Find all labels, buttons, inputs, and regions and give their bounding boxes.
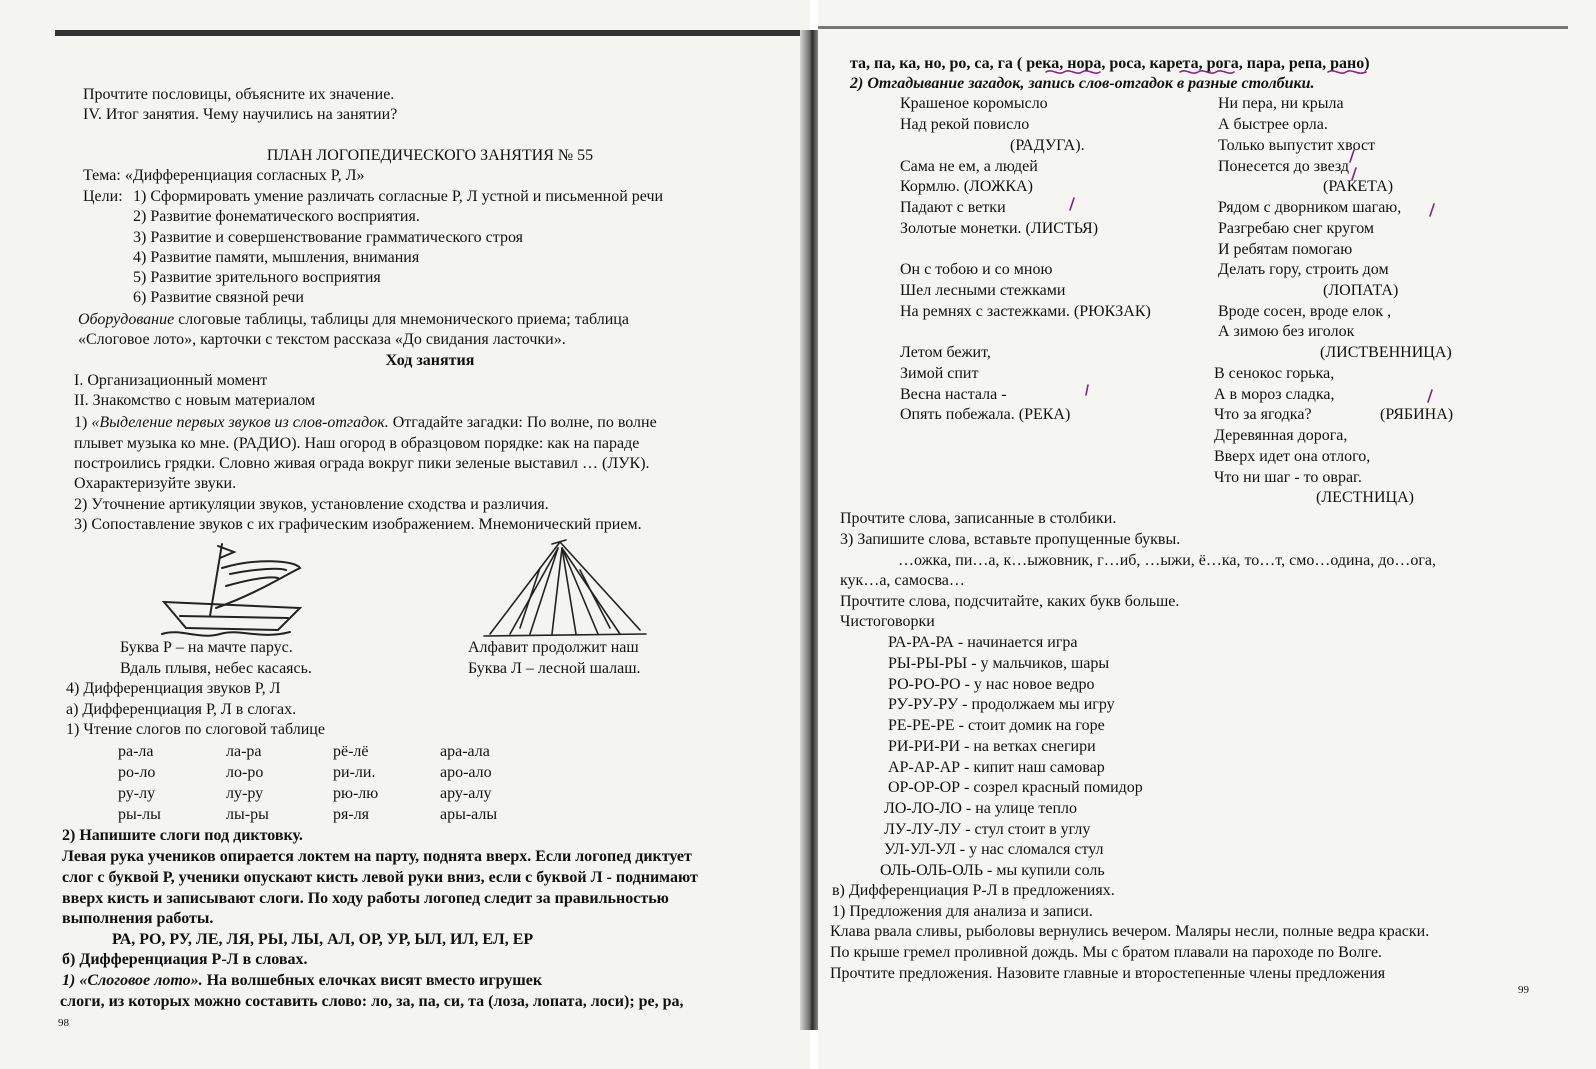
syllable-cell: ары-алы bbox=[440, 806, 498, 823]
riddle-answer: (РАДУГА). bbox=[1010, 137, 1085, 154]
task-line: Охарактеризуйте звуки. bbox=[74, 475, 237, 492]
task-line bbox=[62, 971, 542, 991]
syllable-row: РА, РО, РУ, ЛЕ, ЛЯ, РЫ, ЛЫ, АЛ, ОР, УР, ЫЛ, ИЛ, ЕЛ, ЕР bbox=[112, 931, 534, 948]
riddle-line: В сенокос горька, bbox=[1214, 365, 1335, 382]
task-line: 2) Уточнение артикуляции звуков, установление сходства и различия. bbox=[74, 496, 549, 513]
riddle-line: Ни пера, ни крыла bbox=[1218, 95, 1344, 112]
riddle-line: Вверх идет она отлого, bbox=[1214, 448, 1371, 465]
poem-l-line: Буква Л – лесной шалаш. bbox=[468, 660, 641, 677]
riddle-line: Крашеное коромысло bbox=[900, 95, 1048, 112]
sailboat-illustration bbox=[160, 538, 310, 640]
tongue-twister: РО-РО-РО - у нас новое ведро bbox=[888, 676, 1095, 693]
task-line bbox=[74, 413, 657, 433]
riddle-line: Весна настала - bbox=[900, 386, 1007, 403]
riddle-line: Только выпустит хвост bbox=[1218, 137, 1376, 154]
missing-letters-line: кук…а, самосва… bbox=[840, 572, 965, 589]
riddle-line: А зимою без иголок bbox=[1218, 323, 1355, 340]
riddle-line: Делать гору, строить дом bbox=[1218, 261, 1389, 278]
goal-item: 3) Развитие и совершенствование грамматического строя bbox=[133, 229, 524, 246]
riddle-answer: (ЛЕСТНИЦА) bbox=[1316, 489, 1414, 506]
task-line: 2) Напишите слоги под диктовку. bbox=[62, 827, 303, 844]
intro-line: IV. Итог занятия. Чему научились на занятии? bbox=[83, 106, 398, 123]
riddle-answer: (РЯБИНА) bbox=[1380, 406, 1454, 423]
tongue-twisters-heading: Чистоговорки bbox=[840, 613, 935, 630]
task-line: 3) Сопоставление звуков с их графическим изображением. Мнемонический прием. bbox=[74, 516, 642, 533]
riddle-line: Понесется до звезд bbox=[1218, 158, 1350, 175]
riddle-line: А быстрее орла. bbox=[1218, 116, 1328, 133]
riddle-answer: (ЛОПАТА) bbox=[1323, 282, 1399, 299]
syllable-cell: ры-лы bbox=[118, 806, 161, 823]
tongue-twister: УЛ-УЛ-УЛ - у нас сломался стул bbox=[884, 841, 1104, 858]
equipment-text: слоговые таблицы, таблицы для мнемонического приема; таблица bbox=[174, 311, 629, 328]
tongue-twister: РЕ-РЕ-РЕ - стоит домик на горе bbox=[888, 717, 1105, 734]
page-number: 99 bbox=[1518, 984, 1529, 996]
syllable-cell: рю-лю bbox=[333, 785, 379, 802]
goal-item: 2) Развитие фонематического восприятия. bbox=[133, 208, 420, 225]
goal-item: 4) Развитие памяти, мышления, внимания bbox=[133, 249, 420, 266]
tongue-twister: РЫ-РЫ-РЫ - у мальчиков, шары bbox=[888, 655, 1110, 672]
task-line: в) Дифференциация Р-Л в предложениях. bbox=[832, 882, 1115, 899]
tongue-twister: ЛУ-ЛУ-ЛУ - стул стоит в углу bbox=[884, 821, 1091, 838]
goal-item: 1) Сформировать умение различать согласные Р, Л устной и письменной речи bbox=[133, 188, 664, 205]
riddle-line: А в мороз сладка, bbox=[1214, 386, 1335, 403]
missing-letters-line: …ожка, пи…а, к…ыжовник, г…иб, …ыжи, ё…ка, то…т, смо…одина, до…ога, bbox=[898, 552, 1437, 569]
page-number: 98 bbox=[58, 1017, 69, 1029]
riddle-line: Деревянная дорога, bbox=[1214, 427, 1348, 444]
syllable-cell: ра-ла bbox=[118, 743, 154, 760]
task-line: а) Дифференциация Р, Л в слогах. bbox=[66, 701, 297, 718]
tongue-twister: ЛО-ЛО-ЛО - на улице тепло bbox=[884, 800, 1078, 817]
tongue-twister: РА-РА-РА - начинается игра bbox=[888, 634, 1078, 651]
task-line: плывет музыка ко мне. (РАДИО). Наш огород в образцовом порядке: как на параде bbox=[74, 435, 640, 452]
task-line: 3) Запишите слова, вставьте пропущенные буквы. bbox=[840, 531, 1181, 548]
right-page bbox=[818, 0, 1596, 1069]
sentence-line: Прочтите предложения. Назовите главные и второстепенные члены предложения bbox=[830, 965, 1386, 982]
page-edge bbox=[55, 30, 800, 36]
riddle-line: Рядом с дворником шагаю, bbox=[1218, 199, 1402, 216]
riddle-line: Что ни шаг - то овраг. bbox=[1214, 469, 1362, 486]
sentence-line: Клава рвала сливы, рыболовы вернулись вечером. Маляры несли, полные ведра краски. bbox=[830, 923, 1430, 940]
riddle-line: Падают с ветки bbox=[900, 199, 1006, 216]
syllable-cell: ри-ли. bbox=[333, 764, 376, 781]
dictation-text: Левая рука учеников опирается локтем на парту, поднята вверх. Если логопед диктует bbox=[62, 848, 692, 865]
poem-l-line: Алфавит продолжит наш bbox=[468, 639, 639, 656]
task-line: 2) Отгадывание загадок, запись слов-отгадок в разные столбики. bbox=[850, 75, 1315, 92]
dictation-text: слог с буквой Р, ученики опускают кисть левой руки вниз, если с буквой Л - поднимают bbox=[62, 869, 698, 886]
task-line: 4) Дифференциация звуков Р, Л bbox=[66, 680, 281, 697]
syllable-cell: лу-ру bbox=[226, 785, 264, 802]
lesson-heading: Ход занятия bbox=[385, 352, 475, 369]
riddle-line: Разгребаю снег кругом bbox=[1218, 220, 1375, 237]
riddle-line: Летом бежит, bbox=[900, 344, 991, 361]
task-title: 1) «Слоговое лото». bbox=[62, 972, 203, 989]
poem-r-line: Вдаль плывя, небес касаясь. bbox=[120, 660, 312, 677]
tongue-twister: ОР-ОР-ОР - созрел красный помидор bbox=[888, 779, 1143, 796]
goals-label: Цели: bbox=[83, 188, 123, 205]
pen-marks bbox=[818, 0, 1596, 1069]
task-line: Прочтите слова, подсчитайте, каких букв больше. bbox=[840, 593, 1180, 610]
intro-line: Прочтите пословицы, объясните их значение. bbox=[83, 86, 395, 103]
riddle-line: Вроде сосен, вроде елок , bbox=[1218, 303, 1392, 320]
syllable-cell: ара-ала bbox=[440, 743, 490, 760]
section-heading: I. Организационный момент bbox=[74, 372, 268, 389]
syllable-cell: ла-ра bbox=[226, 743, 262, 760]
dictation-text: выполнения работы. bbox=[62, 910, 214, 927]
task-line: Прочтите слова, записанные в столбики. bbox=[840, 510, 1117, 527]
task-line: б) Дифференциация Р-Л в словах. bbox=[62, 951, 308, 968]
syllable-cell: лы-ры bbox=[226, 806, 269, 823]
task-line: 1) Чтение слогов по слоговой таблице bbox=[66, 721, 325, 738]
riddle-line: Он с тобою и со мною bbox=[900, 261, 1053, 278]
riddle-line: Кормлю. (ЛОЖКА) bbox=[900, 178, 1033, 195]
riddle-line: Опять побежала. (РЕКА) bbox=[900, 406, 1071, 423]
sentence-line: По крыше гремел проливной дождь. Мы с братом плавали на пароходе по Волге. bbox=[830, 944, 1383, 961]
tongue-twister: АР-АР-АР - кипит наш самовар bbox=[888, 759, 1105, 776]
task-text: На волшебных елочках висят вместо игрушек bbox=[202, 972, 543, 989]
dictation-text: вверх кисть и записывают слоги. По ходу работы логопед следит за правильностью bbox=[62, 890, 669, 907]
page-title: ПЛАН ЛОГОПЕДИЧЕСКОГО ЗАНЯТИЯ № 55 bbox=[266, 147, 594, 164]
tongue-twister: РУ-РУ-РУ - продолжаем мы игру bbox=[888, 696, 1115, 713]
syllable-cell: аро-ало bbox=[440, 764, 492, 781]
task-number: 1) bbox=[74, 414, 92, 431]
riddle-answer: (ЛИСТВЕННИЦА) bbox=[1320, 344, 1452, 361]
syllable-cell: ро-ло bbox=[118, 764, 156, 781]
lesson-topic: Тема: «Дифференциация согласных Р, Л» bbox=[83, 167, 365, 184]
syllable-cell: рё-лё bbox=[333, 743, 369, 760]
equipment-line bbox=[78, 310, 629, 330]
task-text: Отгадайте загадки: По волне, по волне bbox=[388, 414, 657, 431]
syllable-cell: ря-ля bbox=[333, 806, 370, 823]
task-line: та, па, ка, но, ро, са, га ( река, нора, роса, карета, рога, пара, репа, рано) bbox=[850, 55, 1370, 72]
riddle-answer: (РАКЕТА) bbox=[1323, 178, 1394, 195]
riddle-line: Золотые монетки. (ЛИСТЬЯ) bbox=[900, 220, 1099, 237]
tongue-twister: ОЛЬ-ОЛЬ-ОЛЬ - мы купили соль bbox=[880, 862, 1105, 879]
riddle-line: И ребятам помогаю bbox=[1218, 241, 1353, 258]
section-heading: II. Знакомство с новым материалом bbox=[74, 392, 316, 409]
riddle-line: Зимой спит bbox=[900, 365, 979, 382]
riddle-line: Сама не ем, а людей bbox=[900, 158, 1038, 175]
tongue-twister: РИ-РИ-РИ - на ветках снегири bbox=[888, 738, 1096, 755]
riddle-line: Что за ягодка? bbox=[1214, 406, 1312, 423]
equipment-line: «Слоговое лото», карточки с текстом рассказа «До свидания ласточки». bbox=[78, 331, 566, 348]
task-line: слоги, из которых можно составить слово: ло, за, па, си, та (лоза, лопата, лоси); ре, ра, bbox=[60, 993, 684, 1010]
poem-r-line: Буква Р – на мачте парус. bbox=[120, 639, 293, 656]
task-line: построились грядки. Словно живая ограда вокруг пики зеленые выставил … (ЛУК). bbox=[74, 455, 650, 472]
goal-item: 6) Развитие связной речи bbox=[133, 289, 304, 306]
hut-illustration bbox=[480, 538, 650, 640]
syllable-cell: ару-алу bbox=[440, 785, 492, 802]
task-title: «Выделение первых звуков из слов-отгадок. bbox=[91, 414, 389, 431]
syllable-cell: ру-лу bbox=[118, 785, 156, 802]
syllable-cell: ло-ро bbox=[226, 764, 264, 781]
equipment-label: Оборудование bbox=[78, 311, 175, 328]
riddle-line: На ремнях с застежками. (РЮКЗАК) bbox=[900, 303, 1151, 320]
riddle-line: Шел лесными стежками bbox=[900, 282, 1066, 299]
task-line: 1) Предложения для анализа и записи. bbox=[832, 903, 1093, 920]
goal-item: 5) Развитие зрительного восприятия bbox=[133, 269, 381, 286]
riddle-line: Над рекой повисло bbox=[900, 116, 1030, 133]
